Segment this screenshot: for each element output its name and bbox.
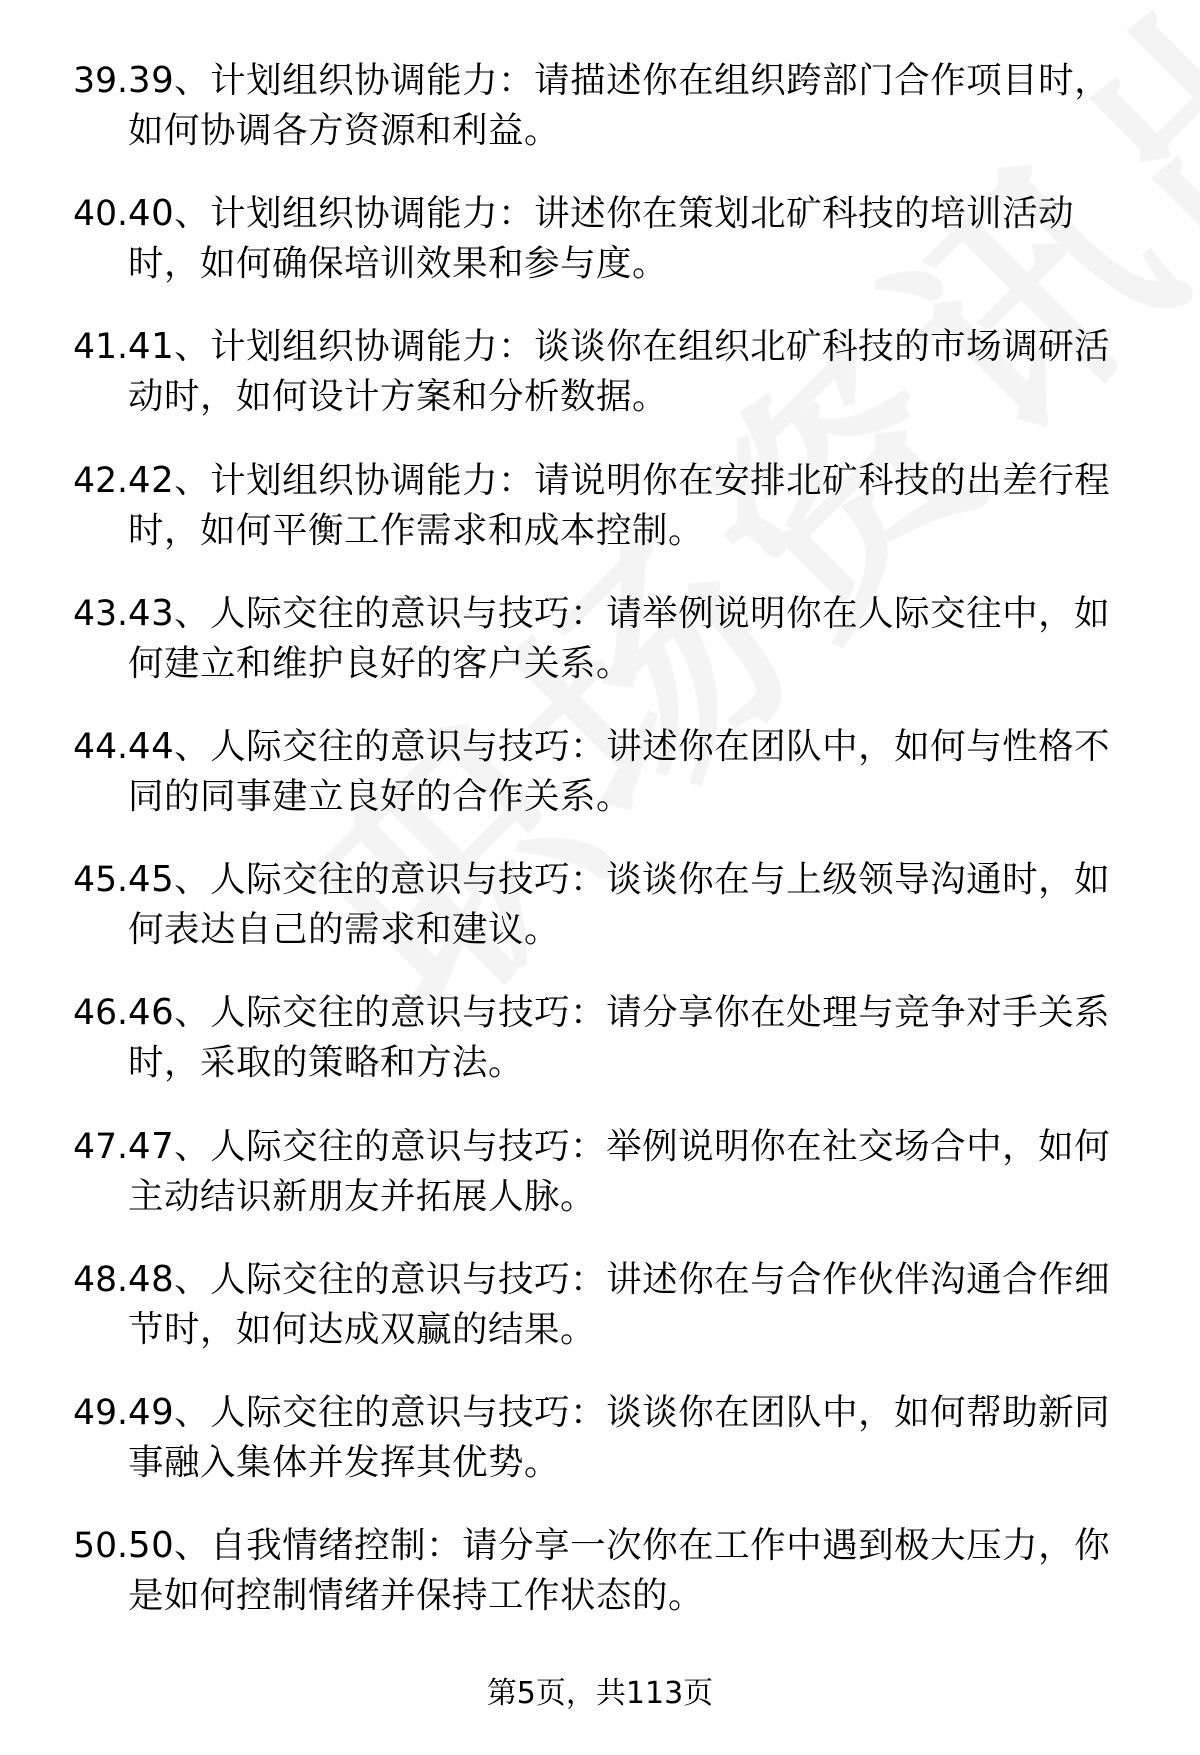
item-text: 42、计划组织协调能力：请说明你在安排北矿科技的出差行程时，如何平衡工作需求和成本控制。 [128,459,1111,551]
list-item [0,988,1200,1121]
list-item [0,56,1200,189]
item-text: 39、计划组织协调能力：请描述你在组织跨部门合作项目时，如何协调各方资源和利益。 [128,60,1111,151]
question-list [0,56,1200,1654]
item-number: 48. [73,1259,128,1300]
item-text: 41、计划组织协调能力：谈谈你在组织北矿科技的市场调研活动时，如何设计方案和分析数据。 [128,326,1111,418]
item-text: 46、人际交往的意识与技巧：请分享你在处理与竞争对手关系时，采取的策略和方法。 [128,992,1111,1084]
list-item [0,855,1200,988]
item-text: 49、人际交往的意识与技巧：谈谈你在团队中，如何帮助新同事融入集体并发挥其优势。 [128,1391,1111,1483]
item-number: 42. [73,460,128,501]
list-item [0,589,1200,722]
item-text: 45、人际交往的意识与技巧：谈谈你在与上级领导沟通时，如何表达自己的需求和建议。 [128,859,1111,951]
item-number: 50. [73,1526,128,1567]
item-text: 47、人际交往的意识与技巧：举例说明你在社交场合中，如何主动结识新朋友并拓展人脉。 [128,1125,1111,1217]
item-number: 41. [73,327,128,368]
list-item [0,322,1200,455]
list-item [0,189,1200,322]
item-number: 40. [73,194,128,235]
item-number: 45. [73,860,128,901]
item-text: 43、人际交往的意识与技巧：请举例说明你在人际交往中，如何建立和维护良好的客户关系。 [128,592,1111,684]
list-item [0,1521,1200,1654]
list-item [0,1122,1200,1255]
item-number: 43. [73,593,128,634]
item-text: 40、计划组织协调能力：讲述你在策划北矿科技的培训活动时，如何确保培训效果和参与度。 [128,193,1075,285]
item-number: 49. [73,1392,128,1433]
list-item [0,456,1200,589]
list-item [0,722,1200,855]
page-number-footer: 第5页，共113页 [486,1676,714,1711]
item-number: 39. [73,61,128,101]
item-text: 44、人际交往的意识与技巧：讲述你在团队中，如何与性格不同的同事建立良好的合作关系。 [128,725,1111,817]
list-item [0,1255,1200,1388]
item-text: 48、人际交往的意识与技巧：讲述你在与合作伙伴沟通合作细节时，如何达成双赢的结果。 [128,1258,1111,1350]
item-number: 44. [73,726,128,767]
item-number: 46. [73,993,128,1034]
list-item [0,1388,1200,1521]
item-text: 50、自我情绪控制：请分享一次你在工作中遇到极大压力，你是如何控制情绪并保持工作状态的。 [128,1525,1111,1617]
item-number: 47. [73,1126,128,1167]
